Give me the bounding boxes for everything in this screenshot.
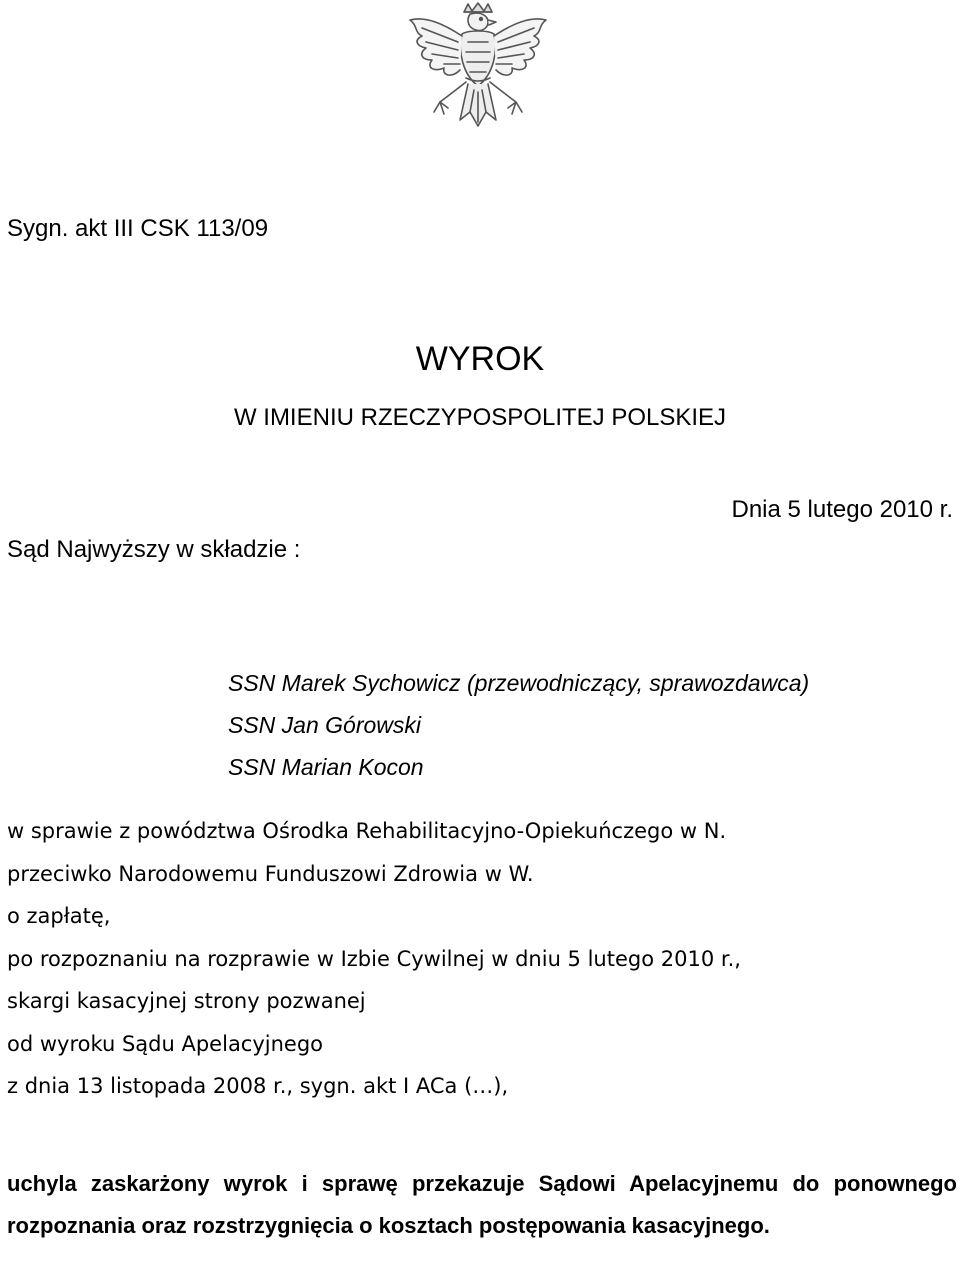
document-title: WYROK (415, 340, 545, 378)
case-line: z dnia 13 listopada 2008 r., sygn. akt I ACa (…), (7, 1074, 509, 1098)
court-composition-label: Sąd Najwyższy w składzie : (7, 536, 301, 563)
case-signature: Sygn. akt III CSK 113/09 (7, 215, 269, 242)
judge-name: SSN Jan Górowski (228, 712, 422, 738)
case-line: w sprawie z powództwa Ośrodka Rehabilitacyjno-Opiekuńczego w N. (7, 819, 727, 843)
case-details (7, 810, 741, 1108)
case-line: po rozpoznaniu na rozprawie w Izbie Cywilnej w dniu 5 lutego 2010 r., (7, 946, 741, 971)
case-line: skargi kasacyjnej strony pozwanej (7, 989, 366, 1013)
polish-eagle-emblem-icon (404, 2, 552, 160)
emblem-icon (404, 2, 552, 160)
judge-name: SSN Marek Sychowicz (przewodniczący, sprawozdawca) (228, 670, 810, 696)
case-line: o zapłatę, (7, 904, 111, 928)
case-line: przeciwko Narodowemu Funduszowi Zdrowia w W. (7, 861, 534, 886)
judges-list (228, 662, 809, 788)
document-subtitle: W IMIENIU RZECZYPOSPOLITEJ POLSKIEJ (233, 404, 727, 431)
ruling-paragraph: uchyla zaskarżony wyrok i sprawę przekazuje Sądowi Apelacyjnemu do ponownego rozpoznania oraz rozstrzygnięcia o kosztach postępowania kasacyjnego. (7, 1171, 957, 1238)
judgment-date: Dnia 5 lutego 2010 r. (731, 496, 953, 523)
judge-name: SSN Marian Kocon (228, 754, 424, 780)
case-line: od wyroku Sądu Apelacyjnego (7, 1031, 324, 1056)
